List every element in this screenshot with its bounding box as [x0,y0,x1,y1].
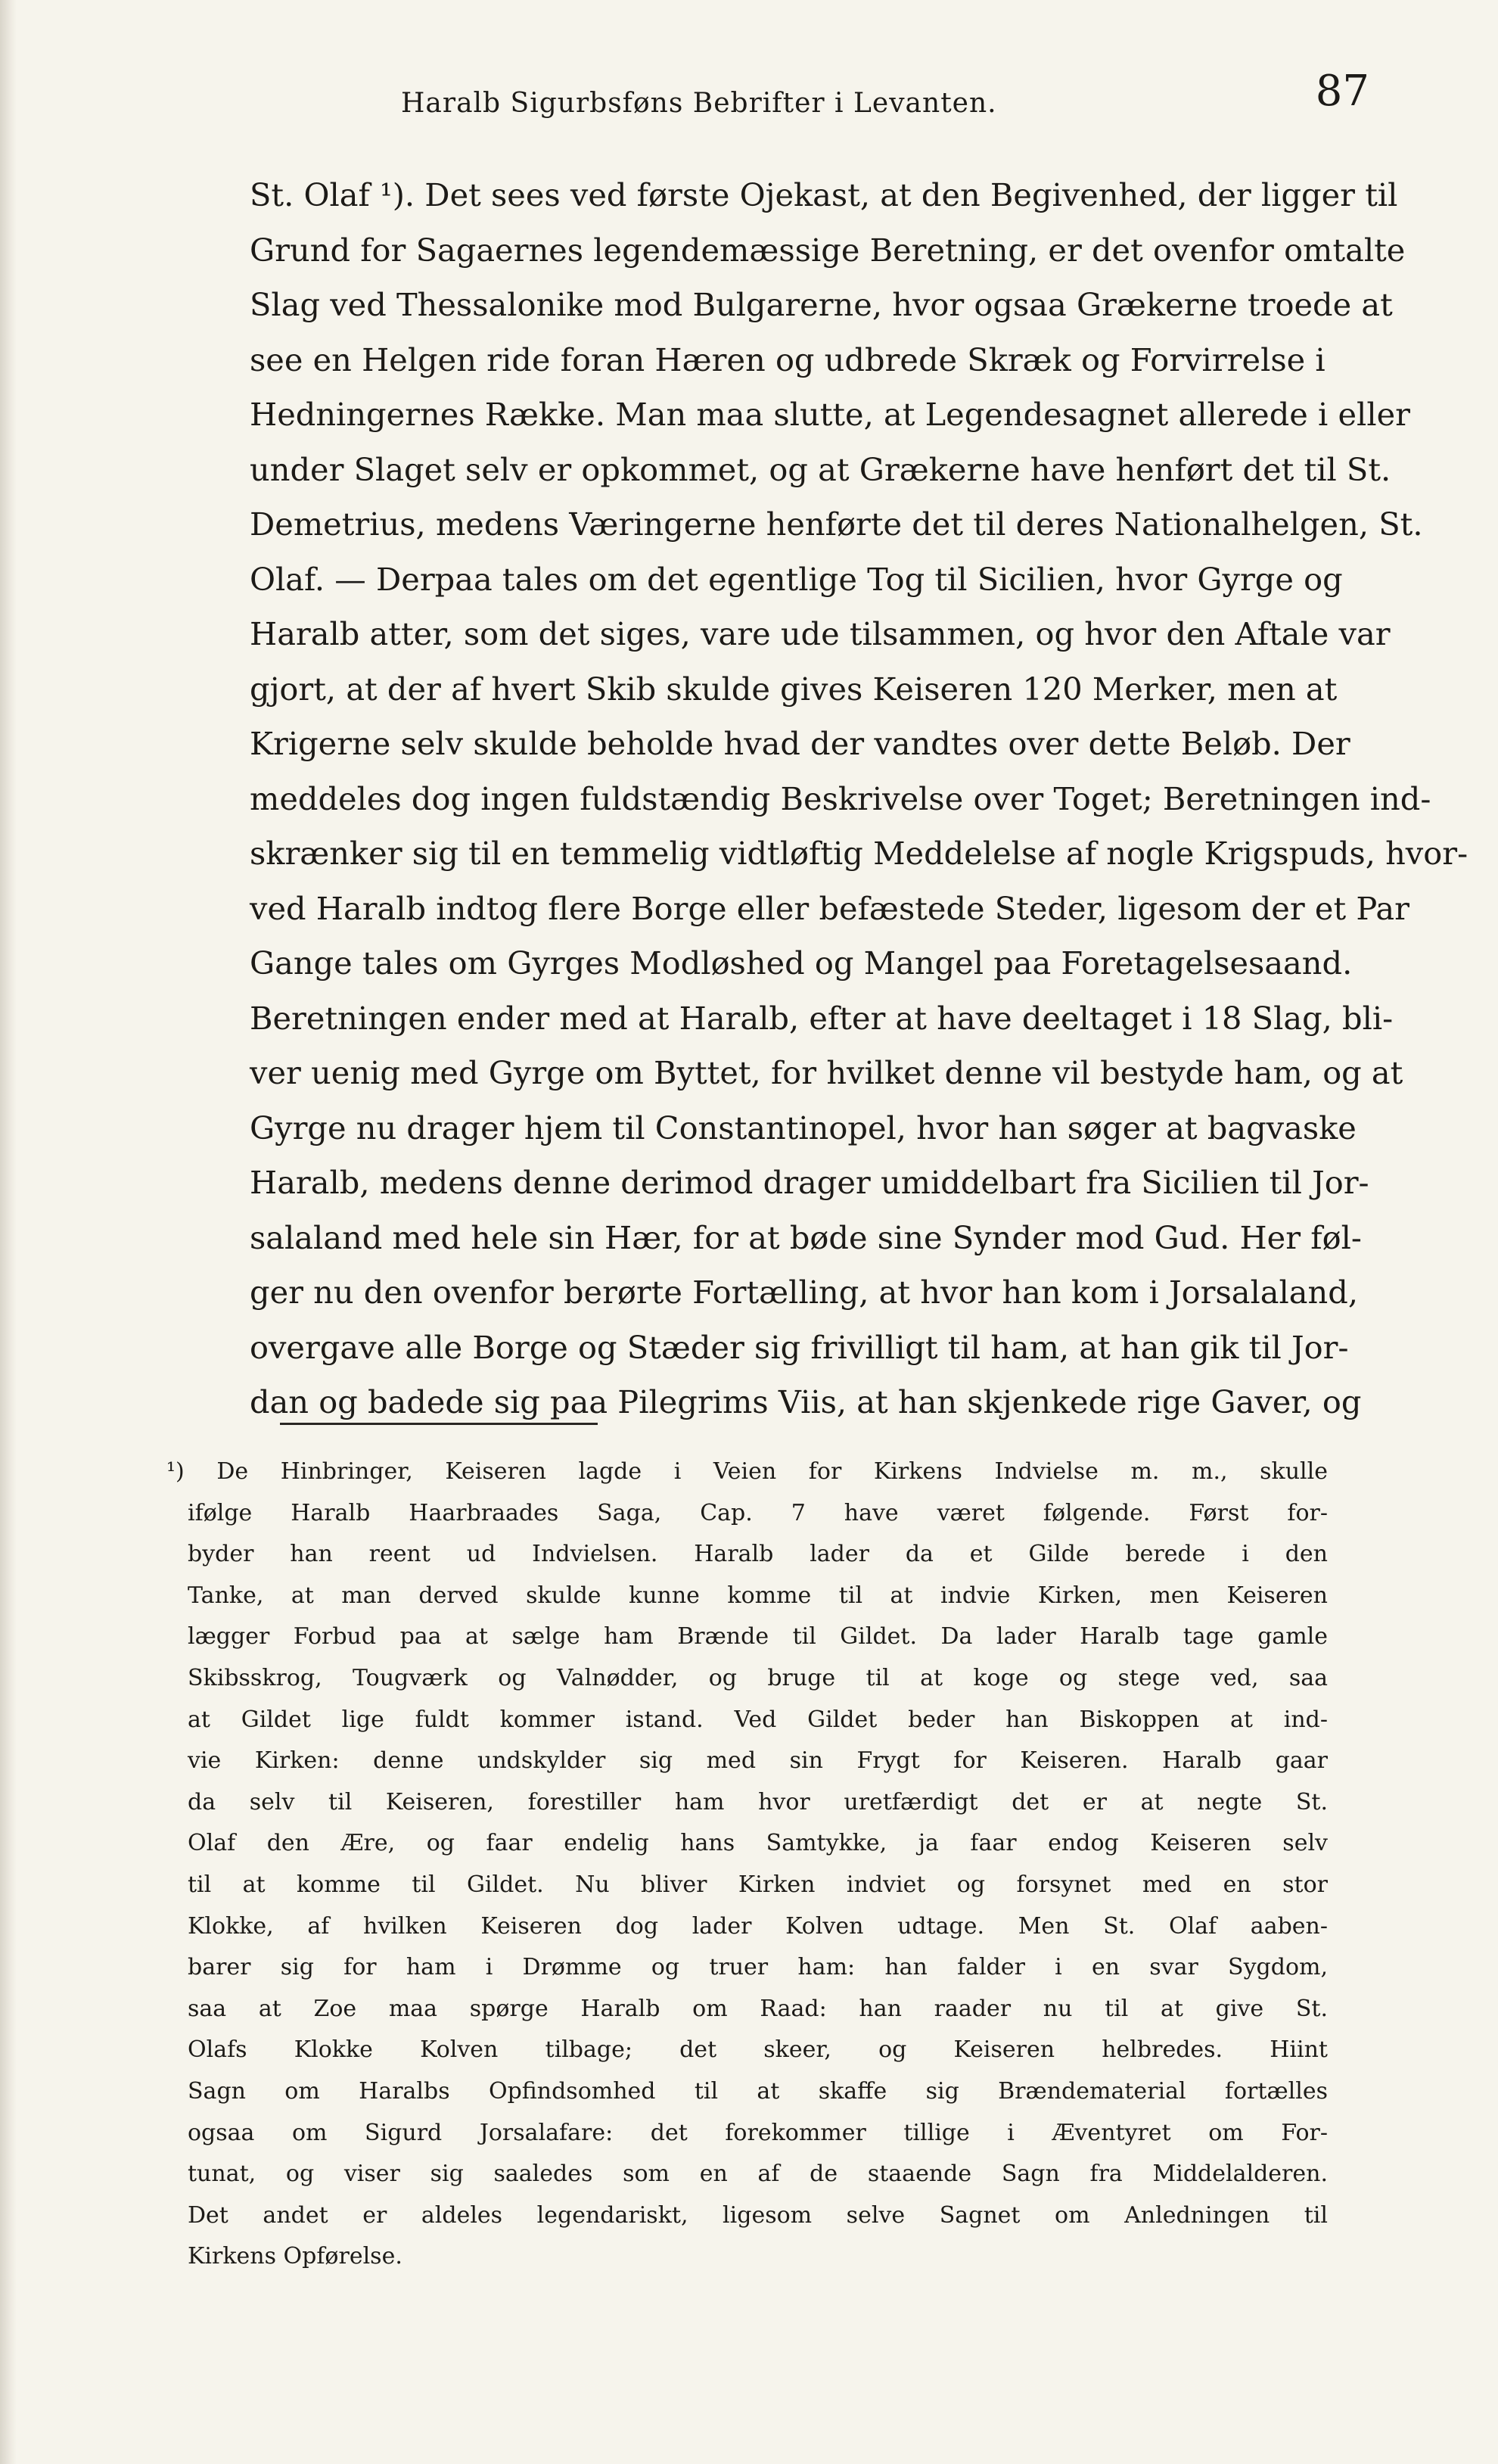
text-line: under Slaget selv er opkommet, og at Grækerne have henført det til St. [250,450,1391,488]
footnote-separator [280,1423,598,1425]
running-title: Haralb Sigurbsføns Bebrifter i Levanten. [401,88,997,119]
footnote-line: Olaf den Ære, og faar endelig hans Samtykke, ja faar endog Keiseren selv [188,1830,1328,1857]
book-spine-edge [0,0,17,2464]
footnote-line: lægger Forbud paa at sælge ham Brænde til Gildet. Da lader Haralb tage gamle [188,1623,1328,1650]
text-line: skrænker sig til en temmelig vidtløftig Meddelelse af nogle Krigspuds, hvor- [250,835,1468,872]
text-line: overgave alle Borge og Stæder sig frivilligt til ham, at han gik til Jor- [250,1328,1349,1366]
text-line: Krigerne selv skulde beholde hvad der vandtes over dette Beløb. Der [250,725,1350,762]
footnote-line: byder han reent ud Indvielsen. Haralb lader da et Gilde berede i den [188,1541,1328,1568]
page-header [272,67,1369,135]
footnote-line: Kirkens Opførelse. [188,2243,402,2270]
text-line: ver uenig med Gyrge om Byttet, for hvilket denne vil bestyde ham, og at [250,1054,1403,1091]
text-line: Grund for Sagaernes legendemæssige Beretning, er det ovenfor omtalte [250,231,1406,269]
footnote-line: Det andet er aldeles legendariskt, ligesom selve Sagnet om Anledningen til [188,2201,1328,2229]
footnote-line: tunat, og viser sig saaledes som en af de staaende Sagn fra Middelalderen. [188,2161,1328,2188]
text-line: ger nu den ovenfor berørte Fortælling, at hvor han kom i Jorsalaland, [250,1274,1359,1311]
footnote-block [166,1451,1328,2278]
text-line: Gange tales om Gyrges Modløshed og Mangel paa Foretagelsesaand. [250,944,1353,982]
footnote-line: Klokke, af hvilken Keiseren dog lader Kolven udtage. Men St. Olaf aaben- [188,1912,1328,1940]
footnote-line: Olafs Klokke Kolven tilbage; det skeer, og Keiseren helbredes. Hiint [188,2036,1328,2064]
page-number: 87 [1315,67,1369,116]
text-line: Gyrge nu drager hjem til Constantinopel, hvor han søger at bagvaske [250,1109,1357,1146]
footnote-line: da selv til Keiseren, forestiller ham hvor uretfærdigt det er at negte St. [188,1788,1328,1815]
footnote-line: Skibsskrog, Tougværk og Valnødder, og bruge til at koge og stege ved, saa [188,1664,1328,1691]
text-line: salaland med hele sin Hær, for at bøde sine Synder mod Gud. Her føl- [250,1218,1362,1256]
footnote-line: saa at Zoe maa spørge Haralb om Raad: han raader nu til at give St. [188,1995,1328,2022]
text-line: dan og badede sig paa Pilegrims Viis, at han skjenkede rige Gaver, og [250,1383,1362,1420]
text-line: Hedningernes Række. Man maa slutte, at Legendesagnet allerede i eller [250,396,1411,433]
footnote-line: at Gildet lige fuldt kommer istand. Ved Gildet beder han Biskoppen at ind- [188,1706,1328,1733]
text-line: Slag ved Thessalonike mod Bulgarerne, hvor ogsaa Grækerne troede at [250,286,1393,323]
footnote-line: Sagn om Haralbs Opfindsomhed til at skaffe sig Brændematerial fortælles [188,2077,1328,2105]
text-line: St. Olaf ¹). Det sees ved første Ojekast, at den Begivenhed, der ligger til [250,176,1398,213]
text-line: Demetrius, medens Væringerne henførte det til deres Nationalhelgen, St. [250,506,1423,543]
text-line: Beretningen ender med at Haralb, efter at have deeltaget i 18 Slag, bli- [250,999,1394,1037]
footnote-line: til at komme til Gildet. Nu bliver Kirken indviet og forsynet med en stor [188,1871,1328,1898]
main-text-block [250,168,1468,1430]
text-line: Olaf. — Derpaa tales om det egentlige Tog til Sicilien, hvor Gyrge og [250,560,1343,598]
text-line: meddeles dog ingen fuldstændig Beskrivelse over Toget; Beretningen ind- [250,779,1431,817]
text-line: Haralb atter, som det siges, vare ude tilsammen, og hvor den Aftale var [250,615,1391,652]
footnote-line: vie Kirken: denne undskylder sig med sin Frygt for Keiseren. Haralb gaar [188,1747,1328,1775]
footnote-line: ogsaa om Sigurd Jorsalafare: det forekommer tillige i Æventyret om For- [188,2119,1328,2146]
footnote-line: Tanke, at man derved skulde kunne komme til at indvie Kirken, men Keiseren [188,1582,1328,1609]
text-line: ved Haralb indtog flere Borge eller befæstede Steder, ligesom der et Par [250,889,1409,927]
text-line: see en Helgen ride foran Hæren og udbrede Skræk og Forvirrelse i [250,341,1326,378]
footnote-line: ¹) De Hinbringer, Keiseren lagde i Veien for Kirkens Indvielse m. m., skulle [166,1458,1328,1485]
text-line: Haralb, medens denne derimod drager umiddelbart fra Sicilien til Jor- [250,1164,1369,1201]
text-line: gjort, at der af hvert Skib skulde gives Keiseren 120 Merker, men at [250,670,1338,708]
footnote-line: ifølge Haralb Haarbraades Saga, Cap. 7 have været følgende. Først for- [188,1499,1328,1526]
footnote-line: barer sig for ham i Drømme og truer ham: han falder i en svar Sygdom, [188,1954,1328,1981]
